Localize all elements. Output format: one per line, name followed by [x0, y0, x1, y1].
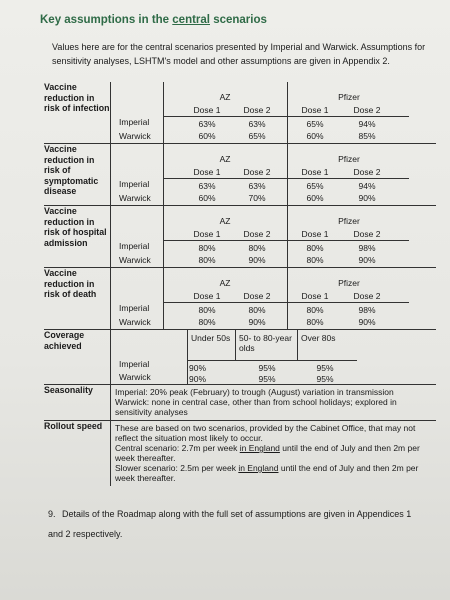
- az-dose2-header: Dose 2: [243, 291, 271, 301]
- title-text-end: scenarios: [210, 14, 267, 26]
- coverage-header-under50: Under 50s: [191, 333, 231, 343]
- source-imperial: Imperial: [119, 241, 150, 251]
- source-warwick: Warwick: [119, 255, 151, 265]
- death-warwick-pfizer-dose1: 80%: [306, 317, 324, 327]
- coverage-header-over80: Over 80s: [301, 333, 336, 343]
- pfizer-dose1-header: Dose 1: [301, 105, 329, 115]
- row-label: Vaccine reduction in risk of symptomatic disease: [44, 144, 111, 206]
- group-az: AZ: [219, 216, 231, 226]
- death-warwick-pfizer-dose2: 90%: [358, 317, 376, 327]
- rollout-text: [111, 421, 436, 486]
- death-imperial-pfizer-dose2: 98%: [358, 305, 376, 315]
- symptomatic-warwick-pfizer-dose2: 90%: [358, 193, 376, 203]
- source-imperial: Imperial: [119, 359, 150, 369]
- group-az: AZ: [219, 278, 231, 288]
- coverage-block: [111, 330, 436, 384]
- source-warwick: Warwick: [119, 193, 151, 203]
- row-label: Vaccine reduction in risk of hospital admission: [44, 206, 111, 268]
- vaccine-row-symptomatic: [44, 144, 436, 206]
- pfizer-dose2-header: Dose 2: [353, 105, 381, 115]
- death-warwick-az-dose1: 80%: [198, 317, 216, 327]
- hospital-warwick-az-dose2: 90%: [248, 255, 266, 265]
- row-label: Vaccine reduction in risk of infection: [44, 82, 111, 144]
- pfizer-dose2-header: Dose 2: [353, 291, 381, 301]
- group-az: AZ: [219, 92, 231, 102]
- seasonality-imperial: Imperial: 20% peak (February) to trough (August) variation in transmission: [115, 387, 394, 397]
- symptomatic-imperial-pfizer-dose2: 94%: [358, 181, 376, 191]
- pfizer-dose2-header: Dose 2: [353, 167, 381, 177]
- infection-warwick-az-dose2: 65%: [248, 131, 266, 141]
- az-dose2-header: Dose 2: [243, 105, 271, 115]
- az-dose1-header: Dose 1: [193, 229, 221, 239]
- source-imperial: Imperial: [119, 303, 150, 313]
- group-pfizer: Pfizer: [338, 92, 360, 102]
- seasonality-warwick: Warwick: none in central case, other than from school holidays; explored in sensitivity analyses: [115, 397, 397, 417]
- infection-imperial-az-dose1: 63%: [198, 119, 216, 129]
- hospital-warwick-pfizer-dose2: 90%: [358, 255, 376, 265]
- rollout-slower: Slower scenario: 2.5m per week in England until the end of July and then 2m per week thereafter.: [115, 463, 419, 483]
- symptomatic-warwick-az-dose1: 60%: [198, 193, 216, 203]
- cov-imperial-under50: 90%: [189, 363, 207, 373]
- cov-warwick-over80: 95%: [316, 374, 334, 384]
- title-text: Key assumptions in the: [40, 14, 173, 26]
- death-warwick-az-dose2: 90%: [248, 317, 266, 327]
- infection-warwick-pfizer-dose2: 85%: [358, 131, 376, 141]
- infection-warwick-az-dose1: 60%: [198, 131, 216, 141]
- rollout-intro: These are based on two scenarios, provided by the Cabinet Office, that may not reflect the situation most likely to occur.: [115, 423, 416, 443]
- coverage-header-50to80: 50- to 80-year olds: [239, 333, 292, 353]
- group-az: AZ: [219, 154, 231, 164]
- title-underlined-word: central: [172, 14, 210, 26]
- cov-warwick-under50: 90%: [189, 374, 207, 384]
- pfizer-dose2-header: Dose 2: [353, 229, 381, 239]
- symptomatic-imperial-az-dose2: 63%: [248, 181, 266, 191]
- symptomatic-warwick-pfizer-dose1: 60%: [306, 193, 324, 203]
- source-warwick: Warwick: [119, 317, 151, 327]
- az-dose1-header: Dose 1: [193, 291, 221, 301]
- efficacy-block: [111, 206, 436, 267]
- intro-paragraph: Values here are for the central scenarios presented by Imperial and Warwick. Assumptions for sensitivity analyses, LSHTM's model and other assumptions are given in Appendix 2.: [52, 42, 426, 66]
- seasonality-row: [44, 385, 436, 421]
- footnote-text: Details of the Roadmap along with the full set of assumptions are given in Appendices 1 and 2 respectively.: [48, 509, 412, 539]
- coverage-row: [44, 330, 436, 385]
- vaccine-row-death: [44, 268, 436, 330]
- efficacy-block: [111, 144, 436, 205]
- symptomatic-imperial-az-dose1: 63%: [198, 181, 216, 191]
- vaccine-row-hospital: [44, 206, 436, 268]
- pfizer-dose1-header: Dose 1: [301, 229, 329, 239]
- az-dose1-header: Dose 1: [193, 167, 221, 177]
- pfizer-dose1-header: Dose 1: [301, 167, 329, 177]
- source-warwick: Warwick: [119, 131, 151, 141]
- footnote: [48, 504, 428, 544]
- hospital-imperial-az-dose2: 80%: [248, 243, 266, 253]
- death-imperial-pfizer-dose1: 80%: [306, 305, 324, 315]
- section-title: [40, 14, 267, 26]
- row-label: Rollout speed: [44, 421, 111, 487]
- az-dose1-header: Dose 1: [193, 105, 221, 115]
- source-imperial: Imperial: [119, 117, 150, 127]
- row-label: Seasonality: [44, 385, 111, 421]
- efficacy-block: [111, 268, 436, 329]
- death-imperial-az-dose2: 80%: [248, 305, 266, 315]
- row-label: Coverage achieved: [44, 330, 111, 385]
- rollout-row: [44, 421, 436, 487]
- cov-warwick-50to80: 95%: [258, 374, 276, 384]
- symptomatic-imperial-pfizer-dose1: 65%: [306, 181, 324, 191]
- hospital-warwick-pfizer-dose1: 80%: [306, 255, 324, 265]
- group-pfizer: Pfizer: [338, 154, 360, 164]
- efficacy-block: [111, 82, 436, 143]
- infection-imperial-pfizer-dose2: 94%: [358, 119, 376, 129]
- infection-imperial-az-dose2: 63%: [248, 119, 266, 129]
- vaccine-row-infection: [44, 82, 436, 144]
- hospital-imperial-az-dose1: 80%: [198, 243, 216, 253]
- infection-warwick-pfizer-dose1: 60%: [306, 131, 324, 141]
- group-pfizer: Pfizer: [338, 216, 360, 226]
- infection-imperial-pfizer-dose1: 65%: [306, 119, 324, 129]
- az-dose2-header: Dose 2: [243, 167, 271, 177]
- footnote-number: 9.: [48, 509, 56, 519]
- death-imperial-az-dose1: 80%: [198, 305, 216, 315]
- rollout-central: Central scenario: 2.7m per week in England until the end of July and then 2m per week thereafter.: [115, 443, 420, 463]
- hospital-imperial-pfizer-dose1: 80%: [306, 243, 324, 253]
- hospital-imperial-pfizer-dose2: 98%: [358, 243, 376, 253]
- cov-imperial-over80: 95%: [316, 363, 334, 373]
- cov-imperial-50to80: 95%: [258, 363, 276, 373]
- source-warwick: Warwick: [119, 372, 151, 382]
- hospital-warwick-az-dose1: 80%: [198, 255, 216, 265]
- seasonality-text: [111, 385, 436, 420]
- pfizer-dose1-header: Dose 1: [301, 291, 329, 301]
- row-label: Vaccine reduction in risk of death: [44, 268, 111, 330]
- az-dose2-header: Dose 2: [243, 229, 271, 239]
- assumptions-table: [44, 82, 436, 486]
- group-pfizer: Pfizer: [338, 278, 360, 288]
- symptomatic-warwick-az-dose2: 70%: [248, 193, 266, 203]
- source-imperial: Imperial: [119, 179, 150, 189]
